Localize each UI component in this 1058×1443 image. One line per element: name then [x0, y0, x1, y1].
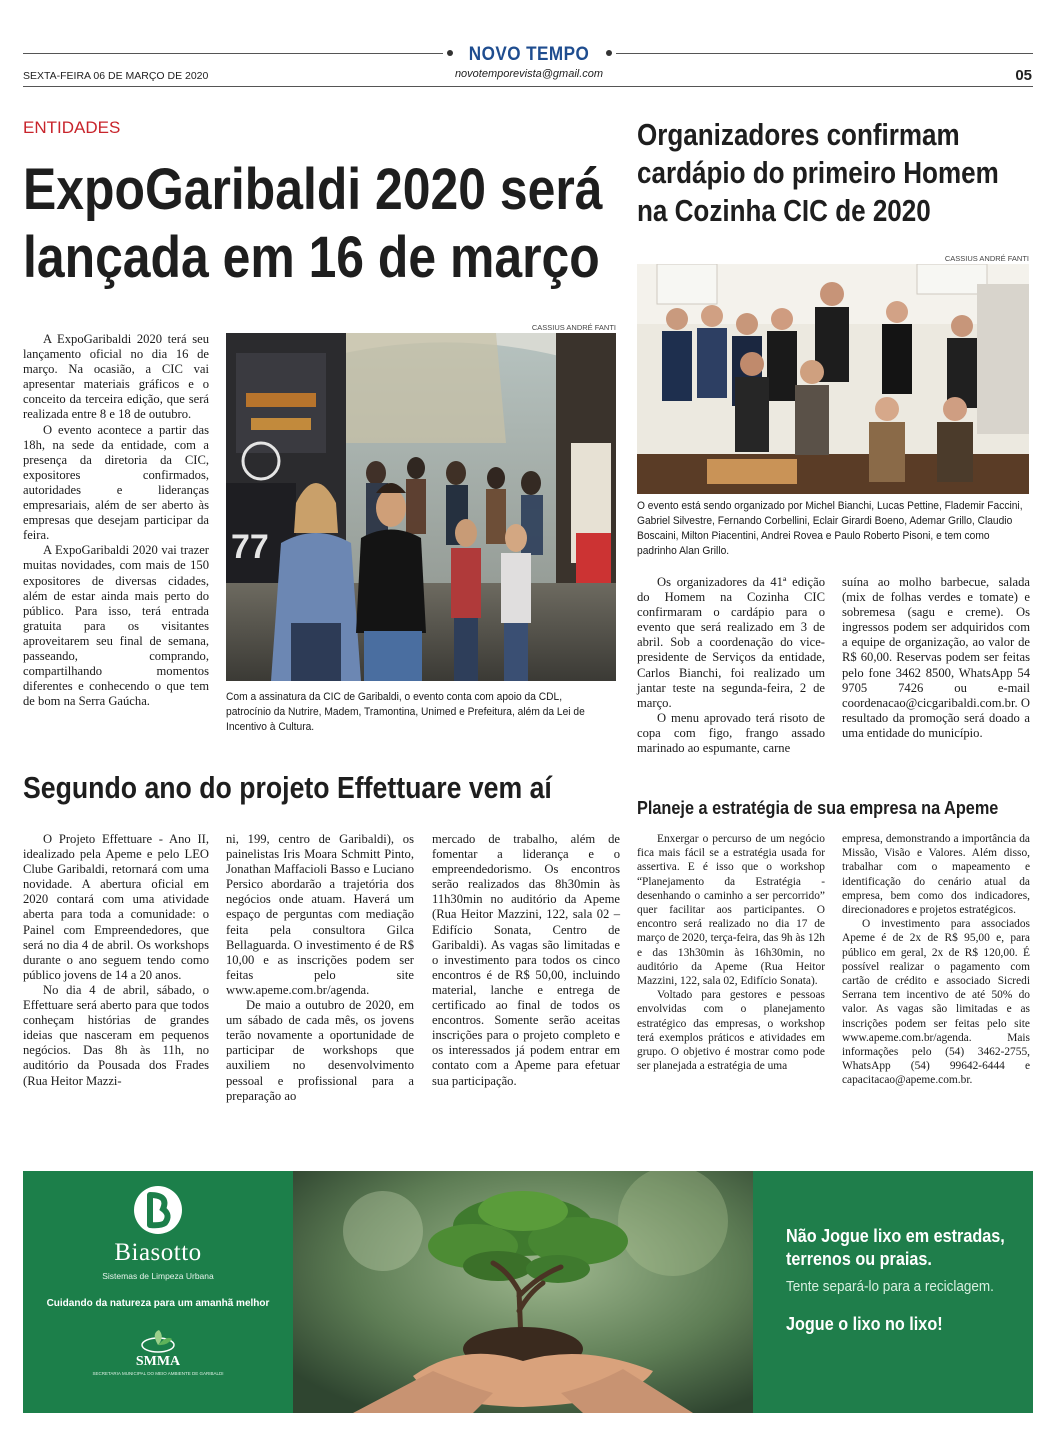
header-bottom-rule	[23, 86, 1033, 87]
ad-message-panel	[753, 1171, 1033, 1413]
cozinha-paragraph-1: Os organizadores da 41ª edição do Homem na Cozinha CIC confirmaram o cardápio para o evento que será realizado em 3 de abril. Sob a coordenação do vice-presidente de Serviços da entidade, Carlos Bianchi, foi realizado um jantar teste na segunda-feira, 2 de março.	[637, 575, 825, 710]
apeme-body-col1	[637, 832, 825, 1073]
ad-brand-panel	[23, 1171, 293, 1413]
expo-body	[23, 332, 209, 709]
apeme-paragraph-4: O investimento para associados Apeme é de 2x de R$ 95,00 e, para público em geral, 2x de R$ 120,00. É possível realizar o pagamento com cartão de crédito e associado Sicredi Serrana tem incentivo de até 50% do valor. As vagas são limitadas e as inscrições podem ser feitas pelo site www.apeme.com.br/agenda. Mais informações pelo (54) 3462-2755, WhatsApp (54) 99642-6444 e capacitacao@apeme.com.br.	[842, 918, 1030, 1087]
ad-message-line3: Tente separá-lo para a reciclagem.	[786, 1278, 994, 1295]
ad-message-line1: Não Jogue lixo em estradas,	[786, 1226, 1005, 1246]
apeme-paragraph-3: empresa, demonstrando a importância da Missão, Visão e Valores. Além disso, trabalhar com o mapeamento e identificação do cenário atual da empresa, bem como dos indicadores, direcionadores e projetos estratégicos.	[842, 833, 1030, 917]
effettuare-headline: Segundo ano do projeto Effettuare vem aí	[23, 770, 552, 805]
effettuare-body-col1	[23, 832, 209, 1089]
expo-paragraph-3: A ExpoGaribaldi 2020 vai trazer muitas novidades, com mais de 150 expositores de diversas cidades, além de estar ainda mais perto do público. Para isso, terá entrada gratuita para os visitantes aproveitarem seu final de semana, passeando, comprando, compartilhando momentos diferentes e conhecendo o que tem de bom na Serra Gaúcha.	[23, 543, 209, 709]
tree-in-hands-illustration	[293, 1171, 753, 1413]
ad-brand-slogan: Cuidando da natureza para um amanhã melhor	[46, 1298, 270, 1309]
expo-paragraph-2: O evento acontece a partir das 18h, na sede da entidade, com a presença da diretoria da CIC, expositores confirmados, autoridades e lideranças empresariais, além de ser aberto às empresas que desejam participar da feira.	[23, 422, 209, 543]
expo-headline	[23, 156, 602, 292]
cozinha-body-col1	[637, 575, 825, 756]
expo-fair-photo	[226, 333, 616, 681]
effettuare-paragraph-3: ni, 199, centro de Garibaldi), os painelistas Iris Moara Schmitt Pinto, Jonathan Maffacioli Basso e Luciano Persico abordarão a trajetória dos negócios onde atuam. Haverá um espaço de perguntas com mediação feita pela consultora Gilca Bellaguarda. O investimento é de R$ 10,00 e as inscrições podem ser feitas pelo site www.apeme.com.br/agenda.	[226, 832, 414, 997]
ad-tree-photo	[293, 1171, 753, 1413]
expo-paragraph-1: A ExpoGaribaldi 2020 terá seu lançamento oficial no dia 16 de março. Na ocasião, a CIC vai apresentar materiais gráficos e o conceito da terceira edição, que será realizada entre 8 e 18 de outubro.	[23, 332, 209, 422]
cozinha-photo-credit: CASSIUS ANDRÉ FANTI	[944, 254, 1029, 263]
smma-leaf-icon	[141, 1329, 175, 1353]
masthead-title: NOVO TEMPO	[468, 44, 590, 65]
biasotto-logo-icon	[133, 1185, 183, 1235]
booth-sign: 77	[231, 528, 269, 566]
expo-headline-line1: ExpoGaribaldi 2020 será	[23, 157, 603, 222]
expo-headline-line2: lançada em 16 de março	[23, 225, 600, 290]
smma-logo-text: SMMA	[135, 1354, 181, 1369]
page-number: 05	[1015, 67, 1032, 84]
apeme-body-col2	[842, 832, 1030, 1088]
cozinha-paragraph-3: suína ao molho barbecue, salada (mix de folhas verdes e tomate) e sobremesa (sagu e creme). Os ingressos podem ser adquiridos com a equipe de organização, ao valor de R$ 60,00. Reservas podem ser feitas pelo fone 3462 8500, WhatsApp 54 9705 7426 ou e-mail coordenacao@cicgaribaldi.com.br. O resultado da promoção será doado a uma entidade do município.	[842, 575, 1030, 740]
apeme-paragraph-1: Enxergar o percurso de um negócio fica mais fácil se a estratégia usada for assertiva. E é isso que o workshop “Planejamento da Estratégia - desenhando o caminho a ser percorrido” quer facilitar aos participantes. O encontro será realizado no dia 17 de março de 2020, terça-feira, das 9h às 12h e das 13h30min às 16h30min, no auditório da Apeme (Rua Heitor Mazzini, 122, sala 02, Edifício Sonata).	[637, 833, 825, 988]
cozinha-headline-line3: na Cozinha CIC de 2020	[637, 193, 931, 228]
effettuare-body-col2	[226, 832, 414, 1104]
effettuare-paragraph-2: No dia 4 de abril, sábado, o Effettuare será aberto para que todos conheçam histórias de grandes ideias que nasceram em pequenos negócios. Das 8h às 11h, no auditório da Pousada dos Frades (Rua Heitor Mazzi-	[23, 982, 209, 1088]
cozinha-paragraph-2: O menu aprovado terá risoto de copa com figo, frango assado marinado ao espumante, carne	[637, 710, 825, 756]
cozinha-headline-line2: cardápio do primeiro Homem	[637, 155, 999, 190]
effettuare-paragraph-4: De maio a outubro de 2020, em um sábado de cada mês, os jovens terão novamente a oportunidade de participar de workshops que auxiliem no desenvolvimento pessoal e profissional para a preparação ao	[226, 998, 414, 1103]
cozinha-photo-caption: O evento está sendo organizado por Michel Bianchi, Lucas Pettine, Flademir Faccini, Gabriel Silvestre, Fernando Corbellini, Eclair Girardi Boeno, Ademar Grillo, Claudio Boscaini, Milton Piacentini, Andrei Rovea e Paulo Roberto Pisoni, e tem como padrinho Alan Grillo.	[637, 500, 1023, 557]
section-tag: ENTIDADES	[23, 118, 121, 137]
masthead-email[interactable]: novotemporevista@gmail.com	[454, 68, 604, 80]
apeme-paragraph-2: Voltado para gestores e pessoas envolvidas com o planejamento estratégico das empresas, o workshop terá exemplos práticos e atividades em grupo. O objetivo é mostrar como pode ser planejada a estratégia de uma	[637, 989, 825, 1073]
cozinha-headline	[637, 116, 999, 230]
cozinha-group-photo	[637, 264, 1029, 494]
ad-brand-name: Biasotto	[114, 1239, 202, 1266]
cozinha-headline-line1: Organizadores confirmam	[637, 117, 960, 152]
apeme-headline: Planeje a estratégia de sua empresa na Apeme	[637, 797, 999, 818]
biasotto-advertisement	[23, 1171, 1033, 1413]
expo-photo-credit: CASSIUS ANDRÉ FANTI	[531, 323, 616, 332]
effettuare-paragraph-5: mercado de trabalho, além de fomentar a liderança e o empreendedorismo. Os encontros serão realizados das 8h30min às 11h30min no auditório da Apeme (Rua Heitor Mazzini, 122, sala 02 – Edifício Sonata, Centro de Garibaldi). As vagas são limitadas e o investimento para todos os cinco encontros é de R$ 50,00, incluindo material, lanche e entrega de certificado ao final de todos os encontros. Somente serão aceitas inscrições para o projeto completo e os interessados já podem entrar em contato com a Apeme para efetuar sua participação.	[432, 832, 620, 1088]
cozinha-group-photo-svg	[637, 264, 1029, 494]
ad-message-line2: terrenos ou praias.	[786, 1249, 932, 1269]
issue-date: SEXTA-FEIRA 06 DE MARÇO DE 2020	[23, 70, 209, 82]
ad-message-line4: Jogue o lixo no lixo!	[786, 1314, 943, 1334]
ad-message-headline	[786, 1225, 1005, 1271]
expo-fair-photo-svg	[226, 333, 616, 681]
effettuare-body-col3	[432, 832, 620, 1089]
effettuare-paragraph-1: O Projeto Effettuare - Ano II, idealizado pela Apeme e pelo LEO Clube Garibaldi, retornará com uma novidade. A abertura oficial em 2020 contará com uma atividade aberta para toda a comunidade: o Painel com Empreendedores, que será no dia 4 de abril. Os workshops durante o ano seguem tendo como público jovens de 14 a 20 anos.	[23, 832, 209, 982]
expo-photo-caption: Com a assinatura da CIC de Garibaldi, o evento conta com apoio da CDL, patrocínio da Nutrire, Madem, Tramontina, Unimed e Prefeitura, além da Lei de Incentivo à Cultura.	[226, 691, 585, 733]
smma-subtitle: SECRETARIA MUNICIPAL DO MEIO AMBIENTE DE GARIBALDI	[92, 1371, 224, 1376]
cozinha-body-col2	[842, 575, 1030, 741]
ad-brand-subtitle: Sistemas de Limpeza Urbana	[102, 1271, 214, 1281]
